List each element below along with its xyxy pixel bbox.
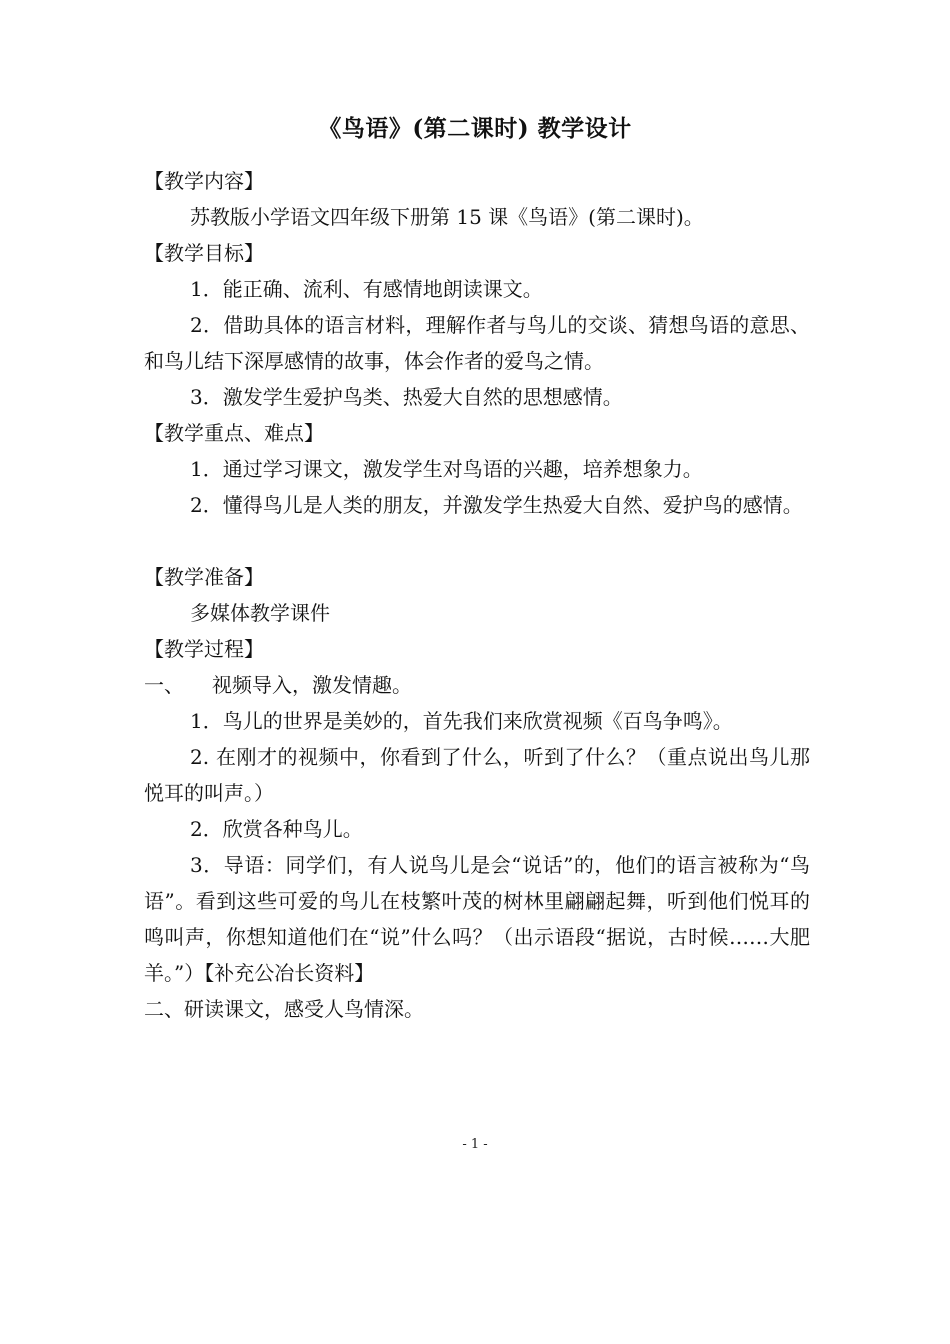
process-item: 2. 在刚才的视频中，你看到了什么，听到了什么？（重点说出鸟儿那悦耳的叫声。） [144, 745, 810, 805]
goal-item: 1．能正确、流利、有感情地朗读课文。 [190, 277, 543, 301]
process-item: 2．欣赏各种鸟儿。 [190, 817, 363, 841]
process-step-two: 二、研读课文，感受人鸟情深。 [144, 997, 424, 1021]
process-item: 3．导语：同学们，有人说鸟儿是会“说话”的，他们的语言被称为“鸟语”。看到这些可爱的鸟儿在枝繁叶茂的树林里翩翩起舞，听到他们悦耳的鸣叫声，你想知道他们在“说”什么吗？（出示语段“据说，古时候……大肥羊。”）【补充公冶长资料】 [144, 853, 810, 985]
key-point-item: 1．通过学习课文，激发学生对鸟语的兴趣，培养想象力。 [190, 457, 703, 481]
section-heading-goals: 【教学目标】 [144, 241, 264, 265]
process-item: 1．鸟儿的世界是美妙的，首先我们来欣赏视频《百鸟争鸣》。 [190, 709, 733, 733]
key-point-item: 2．懂得鸟儿是人类的朋友，并激发学生热爱大自然、爱护鸟的感情。 [190, 493, 803, 517]
document-title: 《鸟语》(第二课时) 教学设计 [318, 115, 632, 142]
section-heading-preparation: 【教学准备】 [144, 565, 264, 589]
content-text: 苏教版小学语文四年级下册第 15 课《鸟语》(第二课时)。 [190, 205, 704, 229]
section-heading-content: 【教学内容】 [144, 169, 264, 193]
goal-item: 2．借助具体的语言材料，理解作者与鸟儿的交谈、猜想鸟语的意思、和鸟儿结下深厚感情的故事，体会作者的爱鸟之情。 [144, 313, 810, 373]
goal-item: 3．激发学生爱护鸟类、热爱大自然的思想感情。 [190, 385, 623, 409]
process-step-one [144, 667, 810, 703]
step-number: 一、 [144, 673, 184, 697]
section-heading-key-points: 【教学重点、难点】 [144, 421, 324, 445]
preparation-text: 多媒体教学课件 [190, 601, 330, 625]
step-title: 视频导入，激发情趣。 [212, 673, 412, 697]
section-heading-process: 【教学过程】 [144, 637, 264, 661]
document-body [144, 163, 810, 1027]
page-number: - 1 - [462, 1137, 488, 1152]
